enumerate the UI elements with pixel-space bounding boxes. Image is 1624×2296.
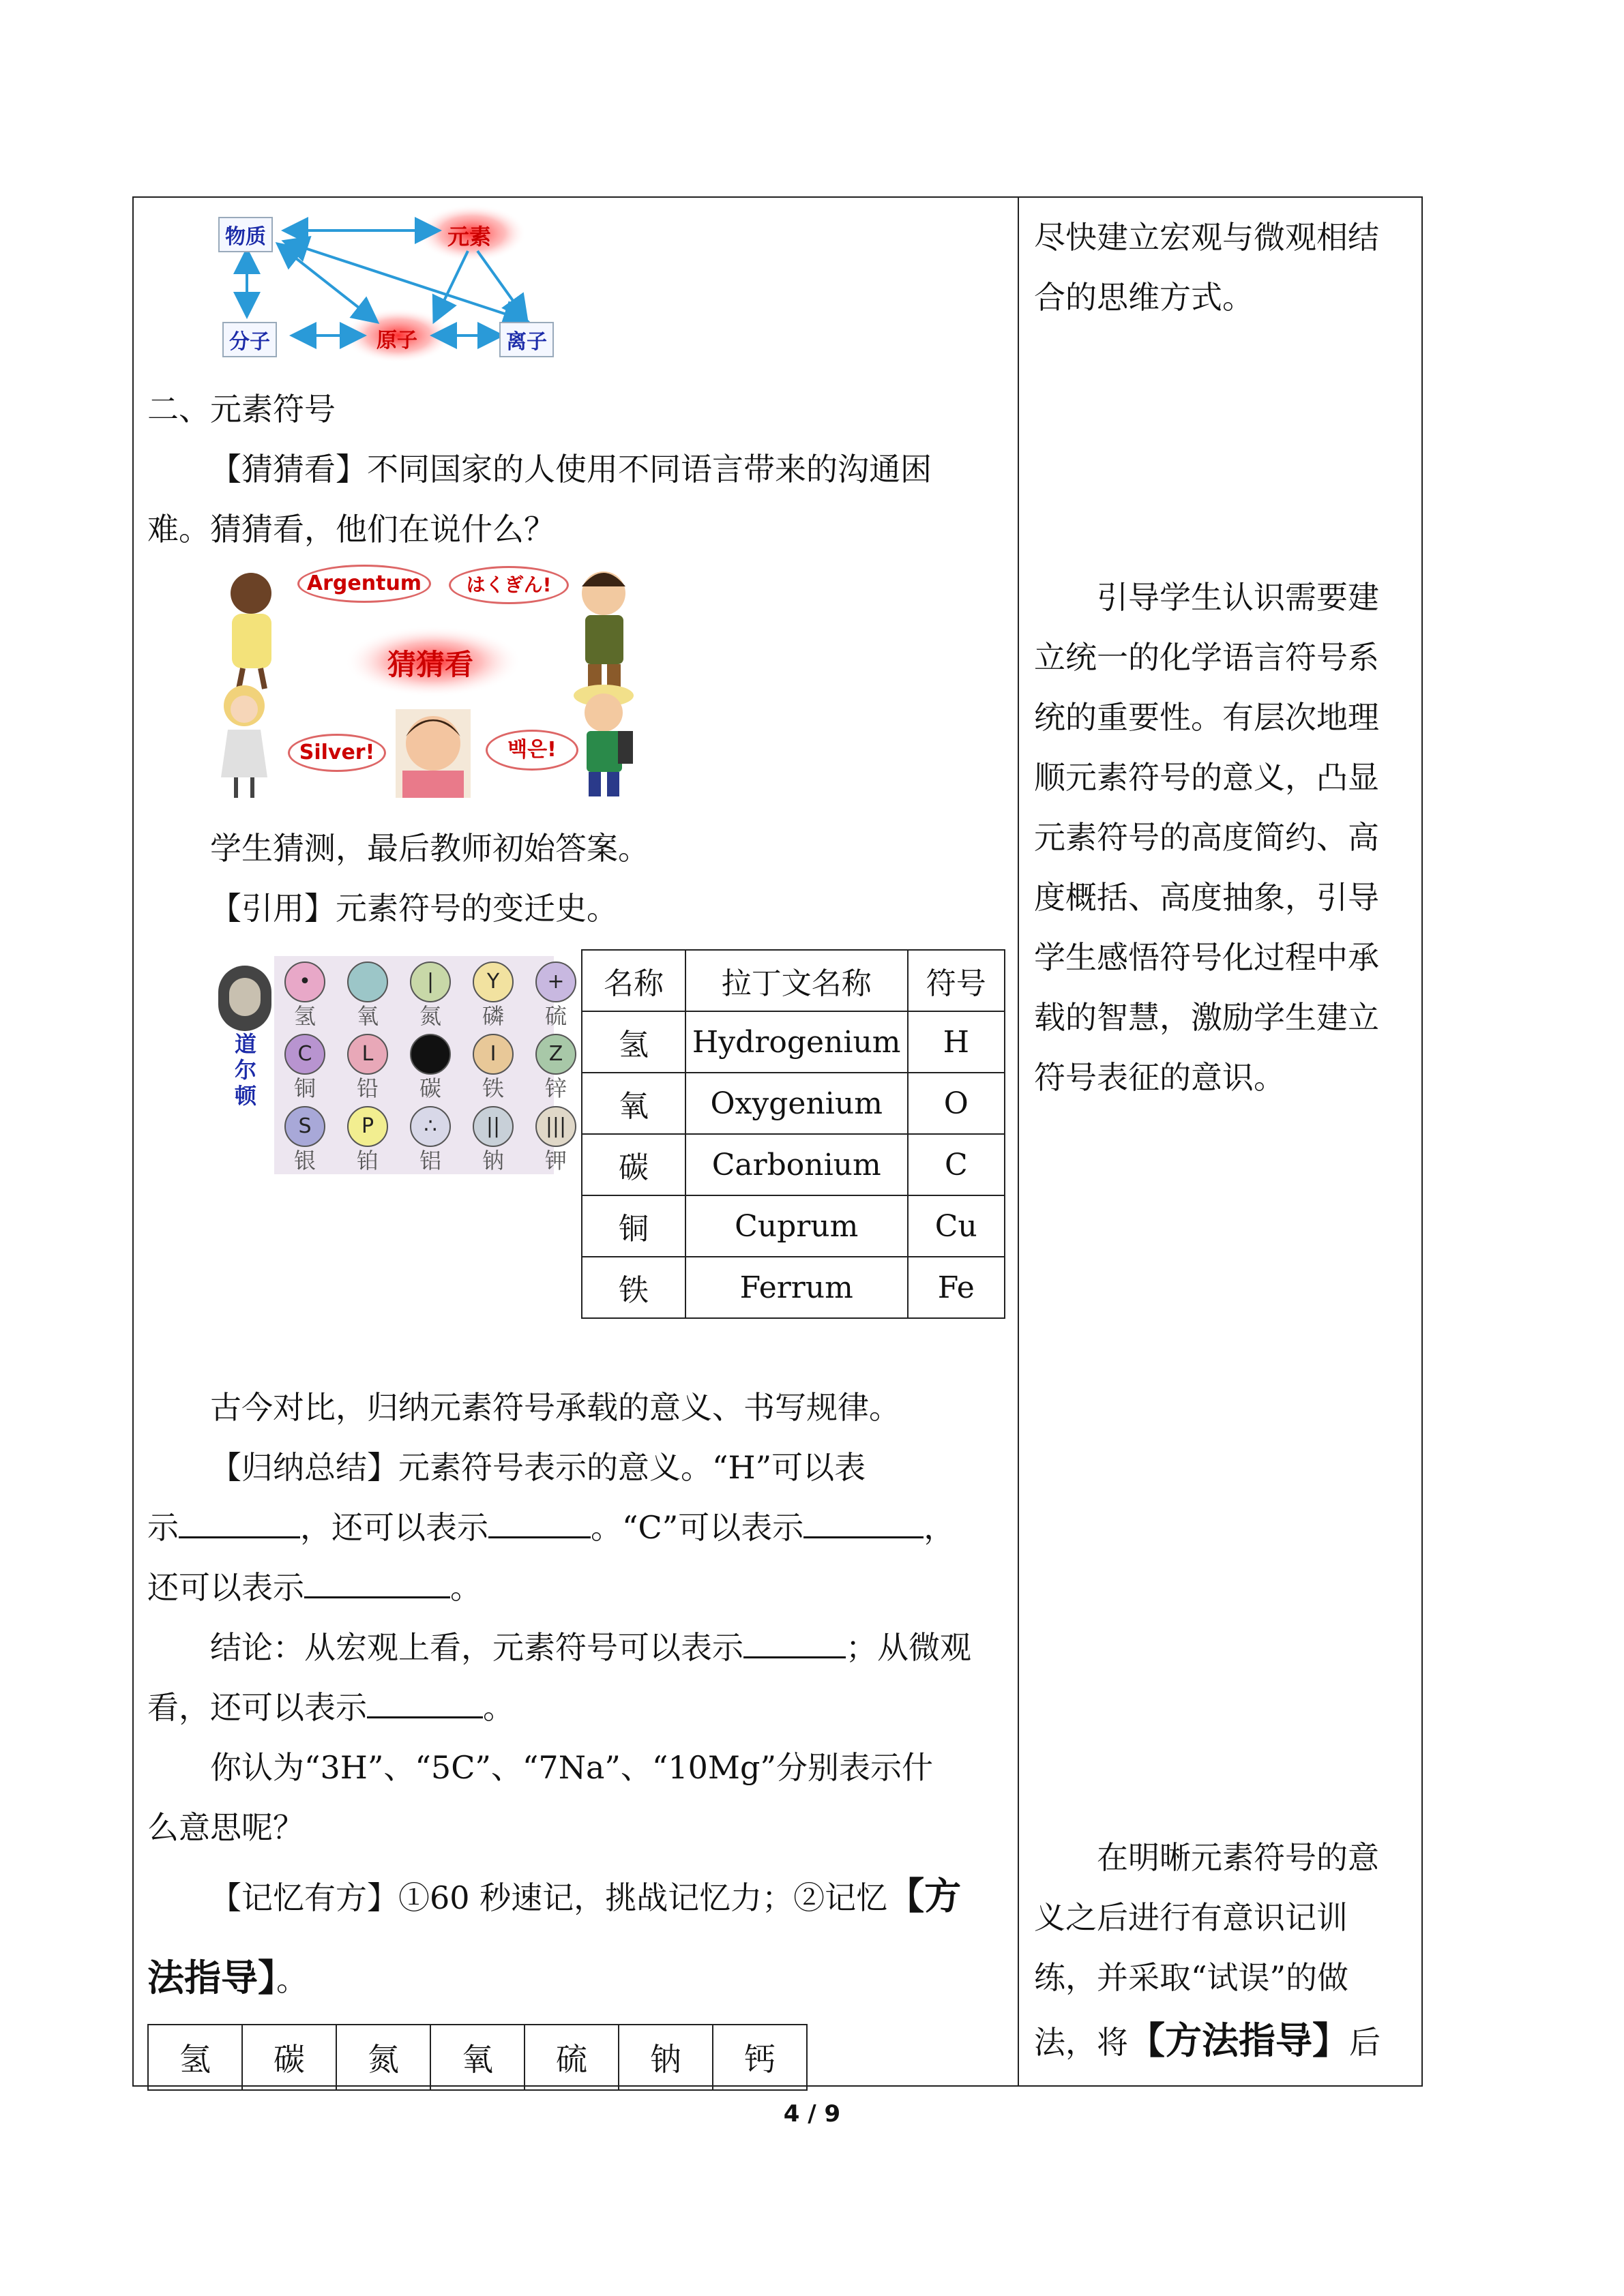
col-header-symbol: 符号 [908, 950, 1005, 1011]
blank-macro[interactable] [743, 1632, 846, 1658]
dalton-symbol [344, 1106, 392, 1174]
dalton-symbol-label: 铜 [293, 1075, 316, 1101]
cell-symbol: Fe [908, 1257, 1005, 1318]
dalton-symbol [407, 1034, 454, 1102]
dalton-symbol [469, 1106, 517, 1174]
node-element: 元素 [447, 224, 492, 250]
table-row [582, 1134, 1005, 1195]
dalton-symbol-circle: S [284, 1106, 325, 1147]
col-header-latin: 拉丁文名称 [685, 950, 908, 1011]
dalton-symbol-circle [410, 1034, 451, 1075]
table-row [582, 1073, 1005, 1134]
cell-latin: Carbonium [685, 1134, 908, 1195]
dalton-symbol-circle: I [473, 1034, 514, 1075]
dalton-symbol-circle: Y [473, 961, 514, 1002]
summary-text-b: ，还可以表示 [300, 1509, 488, 1546]
dalton-symbol [344, 1034, 392, 1102]
dalton-symbol-label: 锌 [544, 1075, 567, 1101]
summary-text-f: 。 [450, 1569, 482, 1606]
dalton-symbol-label: 氧 [356, 1003, 379, 1029]
dalton-symbol-label: 磷 [482, 1003, 504, 1029]
guess-after: 学生猜测，最后教师初始答案。 [210, 830, 649, 867]
dalton-symbol [532, 961, 580, 1030]
dalton-symbol-circle: C [284, 1034, 325, 1075]
dalton-symbol-grid [274, 956, 567, 1174]
cell-latin: Oxygenium [685, 1073, 908, 1134]
dalton-symbol [469, 961, 517, 1030]
dalton-symbol-circle: • [284, 961, 325, 1002]
section-title: 二、元素符号 [147, 391, 336, 428]
memory-tail: 。 [276, 1961, 308, 1998]
summary-text-a: 示 [147, 1509, 179, 1546]
dalton-symbol [469, 1034, 517, 1102]
dalton-symbol [532, 1106, 580, 1174]
summary-text-d: ， [924, 1509, 956, 1546]
dalton-symbol-circle: Z [535, 1034, 576, 1075]
dalton-symbol [407, 961, 454, 1030]
dalton-symbol [407, 1106, 454, 1174]
memory-bold-1: 【方 [887, 1874, 962, 1918]
compare-text: 古今对比，归纳元素符号承载的意义、书写规律。 [210, 1389, 900, 1426]
memory-cell: 氢 [148, 2025, 242, 2090]
side-note-line: 度概括、高度抽象，引导 [1034, 879, 1379, 916]
dalton-symbol-circle: P [347, 1106, 388, 1147]
dalton-symbol-label: 氢 [293, 1003, 316, 1029]
dalton-symbol-circle: || [473, 1106, 514, 1147]
memory-cell: 硫 [525, 2025, 619, 2090]
node-matter: 物质 [218, 217, 273, 252]
memory-bold-2: 法指导】 [147, 1956, 276, 1999]
concept-map [205, 205, 587, 361]
summary-line-3 [147, 1557, 482, 1617]
side-note-line: 学生感悟符号化过程中承 [1034, 939, 1379, 976]
side-note-3-text-b: 后 [1349, 2024, 1381, 2061]
side-note-1-line-2: 合的思维方式。 [1034, 279, 1254, 316]
page-number: 4 / 9 [783, 2100, 841, 2128]
dalton-symbol-label: 氮 [419, 1003, 441, 1029]
side-note-3-text-a: 法，将 [1034, 2024, 1128, 2061]
dalton-symbol-label: 银 [293, 1148, 316, 1174]
dalton-portrait [218, 966, 271, 1031]
memory-line-1 [147, 1866, 961, 1928]
dalton-symbol [281, 1034, 329, 1102]
side-note-line: 立统一的化学语言符号系 [1034, 639, 1379, 676]
node-atom: 原子 [377, 329, 417, 353]
summary-line-1: 【归纳总结】元素符号表示的意义。“H”可以表 [210, 1449, 866, 1486]
side-note-line: 元素符号的高度简约、高 [1034, 819, 1379, 856]
dalton-symbol-circle: ∴ [410, 1106, 451, 1147]
side-note-line: 符号表征的意识。 [1034, 1059, 1285, 1096]
memory-cell: 氮 [336, 2025, 430, 2090]
table-row [582, 1011, 1005, 1073]
dalton-symbol-label: 钠 [482, 1148, 504, 1174]
dalton-symbol [344, 961, 392, 1030]
dalton-symbol-circle: | [410, 961, 451, 1002]
dalton-symbol-circle [347, 961, 388, 1002]
summary-line-2 [147, 1497, 955, 1557]
side-note-3-last-line [1034, 2010, 1381, 2072]
memory-line-2 [147, 1948, 308, 2010]
side-note-line: 顺元素符号的意义，凸显 [1034, 759, 1379, 796]
cell-latin: Ferrum [685, 1257, 908, 1318]
dalton-symbol-label: 铅 [356, 1075, 379, 1101]
dalton-symbol-label: 铂 [356, 1148, 379, 1174]
summary-text-e: 还可以表示 [147, 1569, 304, 1606]
dalton-symbol [532, 1034, 580, 1102]
conclusion-text-a: 结论：从宏观上看，元素符号可以表示 [210, 1629, 743, 1666]
bubble-latin: Argentum [297, 565, 431, 603]
cell-symbol: C [908, 1134, 1005, 1195]
dalton-symbol-label: 铝 [419, 1148, 441, 1174]
cell-name: 氢 [582, 1011, 685, 1073]
dalton-face [229, 978, 261, 1016]
node-ion: 离子 [499, 322, 554, 357]
table-row [582, 1195, 1005, 1257]
dalton-symbol-circle: + [535, 961, 576, 1002]
latin-table-header [582, 950, 1005, 1011]
side-note-line: 在明晰元素符号的意 [1097, 1839, 1379, 1876]
bubble-korean: 백은! [486, 730, 578, 771]
cell-symbol: H [908, 1011, 1005, 1073]
bubble-japanese: はくぎん! [449, 566, 569, 604]
dalton-symbol-circle: L [347, 1034, 388, 1075]
side-note-line: 义之后进行有意识记训 [1034, 1899, 1348, 1936]
bubble-english: Silver! [288, 734, 386, 772]
side-note-3-bold: 【方法指导】 [1128, 2018, 1349, 2062]
latin-name-table [581, 949, 1005, 1319]
conclusion-line-2 [147, 1678, 514, 1738]
blank-h-meaning-2[interactable] [488, 1512, 591, 1538]
conclusion-text-d: 。 [483, 1689, 514, 1726]
dalton-name: 道尔顿 [235, 1031, 257, 1109]
guess-center-label: 猜猜看 [387, 648, 474, 681]
guess-illustration [211, 559, 648, 805]
dalton-symbol-label: 硫 [544, 1003, 567, 1029]
side-note-2 [1034, 567, 1416, 1107]
side-note-line: 练，并采取“试误”的做 [1034, 1959, 1349, 1996]
col-header-name: 名称 [582, 950, 685, 1011]
conclusion-text-c: 看，还可以表示 [147, 1689, 367, 1726]
dalton-symbol-label: 铁 [482, 1075, 504, 1101]
dalton-symbol [281, 961, 329, 1030]
citation: 【引用】元素符号的变迁史。 [210, 890, 618, 927]
guess-intro: 【猜猜看】不同国家的人使用不同语言带来的沟通困难。猜猜看，他们在说什么？ [147, 451, 932, 548]
question-line-2: 么意思呢？ [147, 1809, 304, 1846]
side-note-line: 引导学生认识需要建 [1097, 579, 1379, 616]
side-note-line: 载的智慧，激励学生建立 [1034, 999, 1379, 1036]
blank-h-meaning-1[interactable] [179, 1512, 300, 1538]
table-row [582, 1257, 1005, 1318]
side-note-1-line-1: 尽快建立宏观与微观相结 [1034, 219, 1379, 256]
node-molecule: 分子 [222, 322, 277, 357]
conclusion-text-b: ；从微观 [846, 1629, 971, 1666]
cell-name: 氧 [582, 1073, 685, 1134]
cell-latin: Cuprum [685, 1195, 908, 1257]
dalton-symbol-circle: ||| [535, 1106, 576, 1147]
dalton-symbols-figure [216, 956, 567, 1174]
memory-text: 【记忆有方】①60 秒速记，挑战记忆力；②记忆 [210, 1879, 888, 1916]
blank-c-meaning-2[interactable] [304, 1572, 450, 1598]
cell-symbol: Cu [908, 1195, 1005, 1257]
column-divider [1018, 196, 1019, 2087]
memory-cell: 钙 [713, 2025, 807, 2090]
memory-element-table [147, 2024, 808, 2091]
summary-text-c: 。“C”可以表示 [591, 1509, 804, 1546]
memory-table-row [148, 2025, 807, 2090]
cell-latin: Hydrogenium [685, 1011, 908, 1073]
cell-name: 铜 [582, 1195, 685, 1257]
side-note-3 [1034, 1828, 1416, 2008]
conclusion-line-1 [147, 1617, 971, 1678]
memory-cell: 钠 [619, 2025, 713, 2090]
blank-c-meaning-1[interactable] [803, 1512, 924, 1538]
blank-micro[interactable] [367, 1692, 483, 1718]
memory-cell: 碳 [242, 2025, 336, 2090]
side-note-line: 统的重要性。有层次地理 [1034, 699, 1379, 736]
dalton-symbol-label: 钾 [544, 1148, 567, 1174]
memory-cell: 氧 [430, 2025, 525, 2090]
cell-name: 铁 [582, 1257, 685, 1318]
cell-name: 碳 [582, 1134, 685, 1195]
question-line-1: 你认为“3H”、“5C”、“7Na”、“10Mg”分别表示什 [210, 1749, 933, 1786]
dalton-symbol [281, 1106, 329, 1174]
cell-symbol: O [908, 1073, 1005, 1134]
dalton-symbol-label: 碳 [419, 1075, 441, 1101]
